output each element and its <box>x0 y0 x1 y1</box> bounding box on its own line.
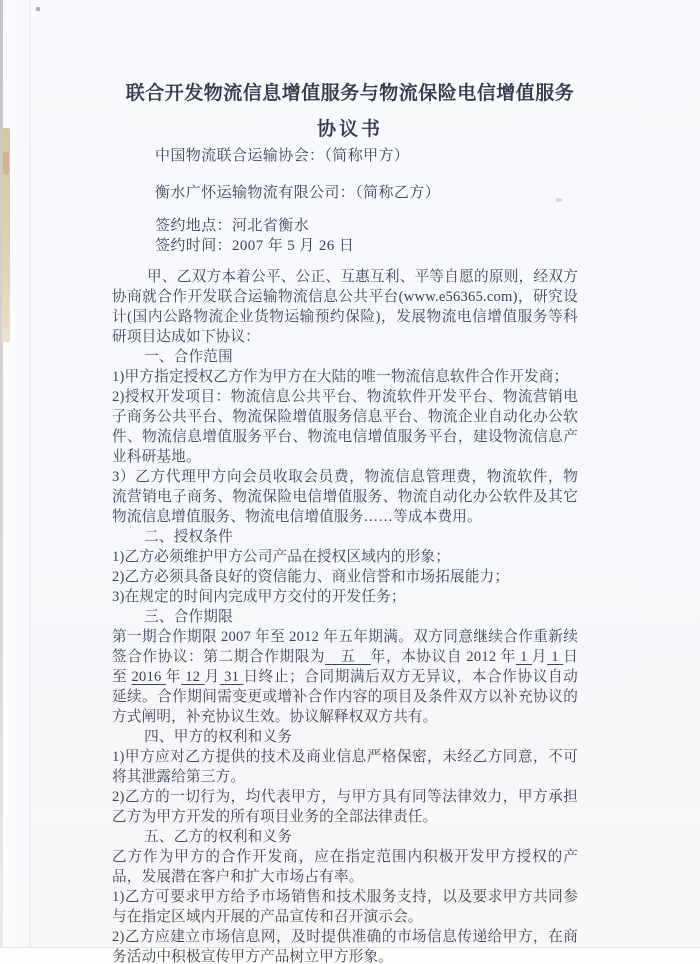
paragraph-text: 三、合作期限 <box>144 609 233 625</box>
paragraph-text: 2)乙方的一切行为，均代表甲方，与甲方具有同等法律效力，甲方承担乙方为甲方开发的所有项目业务的全部法律责任。 <box>112 789 578 825</box>
paragraph-text: 3)在规定的时间内完成甲方交付的开发任务； <box>112 589 406 605</box>
paragraph-text: 年 <box>165 669 182 685</box>
paragraph <box>112 527 578 547</box>
paragraph <box>112 927 578 964</box>
paragraph <box>112 787 578 827</box>
document-title-line1: 联合开发物流信息增值服务与物流保险电信增值服务 <box>125 83 575 104</box>
paragraph-text: 甲、乙双方本着公平、公正、互惠互利、平等自愿的原则，经双方协商就合作开发联合运输物流信息公共平台(www.e56365.com)，研究设计(国内公路物流企业货物运输预约保险)，发展物流电信增值服务等科研项目达成如下协议： <box>112 269 578 345</box>
paragraph-text: 1)甲方应对乙方提供的技术及商业信息严格保密，未经乙方同意，不可将其泄露给第三方。 <box>112 749 578 785</box>
scan-speck <box>556 198 562 202</box>
filled-blank-underlined: 1 <box>547 649 564 665</box>
paragraph <box>112 607 578 627</box>
filled-blank-underlined: 12 <box>181 669 205 685</box>
paragraph-text: 1)甲方指定授权乙方作为甲方在大陆的唯一物流信息软件合作开发商； <box>112 369 569 385</box>
paragraph <box>112 387 578 467</box>
paragraph-text: 1)乙方必须维护甲方公司产品在授权区域内的形象； <box>112 549 451 565</box>
paragraph <box>112 347 578 367</box>
paragraph-text: 一、合作范围 <box>144 349 233 365</box>
paragraph <box>112 547 578 567</box>
document-body <box>112 267 578 964</box>
document-title-line2: 协议书 <box>316 119 383 140</box>
paragraph-text: 日 至 <box>112 649 579 685</box>
paragraph-text: 第一期合作期限 2007 年至 2012 年五年期满。双方同意继续合作重新续签合作协议：第二期合作期限为 <box>112 629 578 665</box>
paragraph <box>112 567 578 587</box>
paragraph-text: 2)授权开发项目：物流信息公共平台、物流软件开发平台、物流营销电子商务公共平台、物流保险增值服务信息平台、物流企业自动化办公软件、物流信息增值服务平台、物流电信增值服务平台，建设物流信息产业科研基地。 <box>112 389 578 465</box>
paper-edge-tan-blot <box>3 152 9 174</box>
paragraph-text: 年，本协议自 2012 年 <box>370 649 516 665</box>
party-b-line: 衡水广怀运输物流有限公司：（简称乙方） <box>155 185 441 201</box>
paragraph <box>112 847 578 887</box>
filled-blank-underlined: 2016 <box>131 669 166 685</box>
paragraph <box>112 747 578 787</box>
paragraph-text: 2)乙方应建立市场信息网，及时提供准确的市场信息传递给甲方，在商务活动中积极宣传甲方产品树立甲方形象。 <box>112 929 578 964</box>
paragraph <box>112 887 578 927</box>
paragraph <box>112 587 578 607</box>
filled-blank-underlined: 1 <box>515 649 532 665</box>
paragraph <box>112 467 578 527</box>
paragraph-text: 乙方作为甲方的合作开发商，应在指定范围内积极开发甲方授权的产品，发展潜在客户和扩大市场占有率。 <box>112 849 578 885</box>
paper-crease-line <box>29 0 31 948</box>
paragraph-text: 日终止；合同期满后双方无异议，本合作协议自动延续。合作期间需变更或增补合作内容的项目及条件双方以补充协议的方式阐明，补充协议生效。协议解释权双方共有。 <box>112 669 578 725</box>
paragraph-text: 月 <box>204 669 220 685</box>
paragraph <box>112 827 578 847</box>
paragraph-text: 3）乙方代理甲方向会员收取会员费，物流信息管理费，物流软件，物流营销电子商务、物流保险电信增值服务、物流自动化办公软件及其它物流信息增值服务、物流电信增值服务……等成本费用。 <box>112 469 578 525</box>
scan-speck <box>36 7 40 11</box>
filled-blank-underlined: 五 <box>325 649 371 665</box>
sign-place-line: 签约地点：河北省衡水 <box>155 218 310 234</box>
paragraph <box>112 727 578 747</box>
paragraph-text: 1)乙方可要求甲方给予市场销售和技术服务支持，以及要求甲方共同参与在指定区域内开展的产品宣传和召开演示会。 <box>112 889 578 925</box>
sign-time-line: 签约时间：2007 年 5 月 26 日 <box>155 238 355 254</box>
filled-blank-underlined: 31 <box>219 669 244 685</box>
paragraph-text: 二、授权条件 <box>144 529 233 545</box>
paragraph-text: 2)乙方必须具备良好的资信能力、商业信誉和市场拓展能力； <box>112 569 510 585</box>
paragraph-text: 五、乙方的权利和义务 <box>144 829 293 845</box>
party-a-line: 中国物流联合运输协会：（简称甲方） <box>155 148 410 164</box>
paragraph <box>112 367 578 387</box>
paragraph-text: 四、甲方的权利和义务 <box>144 729 293 745</box>
paragraph <box>112 627 578 727</box>
paragraph <box>112 267 578 347</box>
paragraph-text: 月 <box>531 649 548 665</box>
